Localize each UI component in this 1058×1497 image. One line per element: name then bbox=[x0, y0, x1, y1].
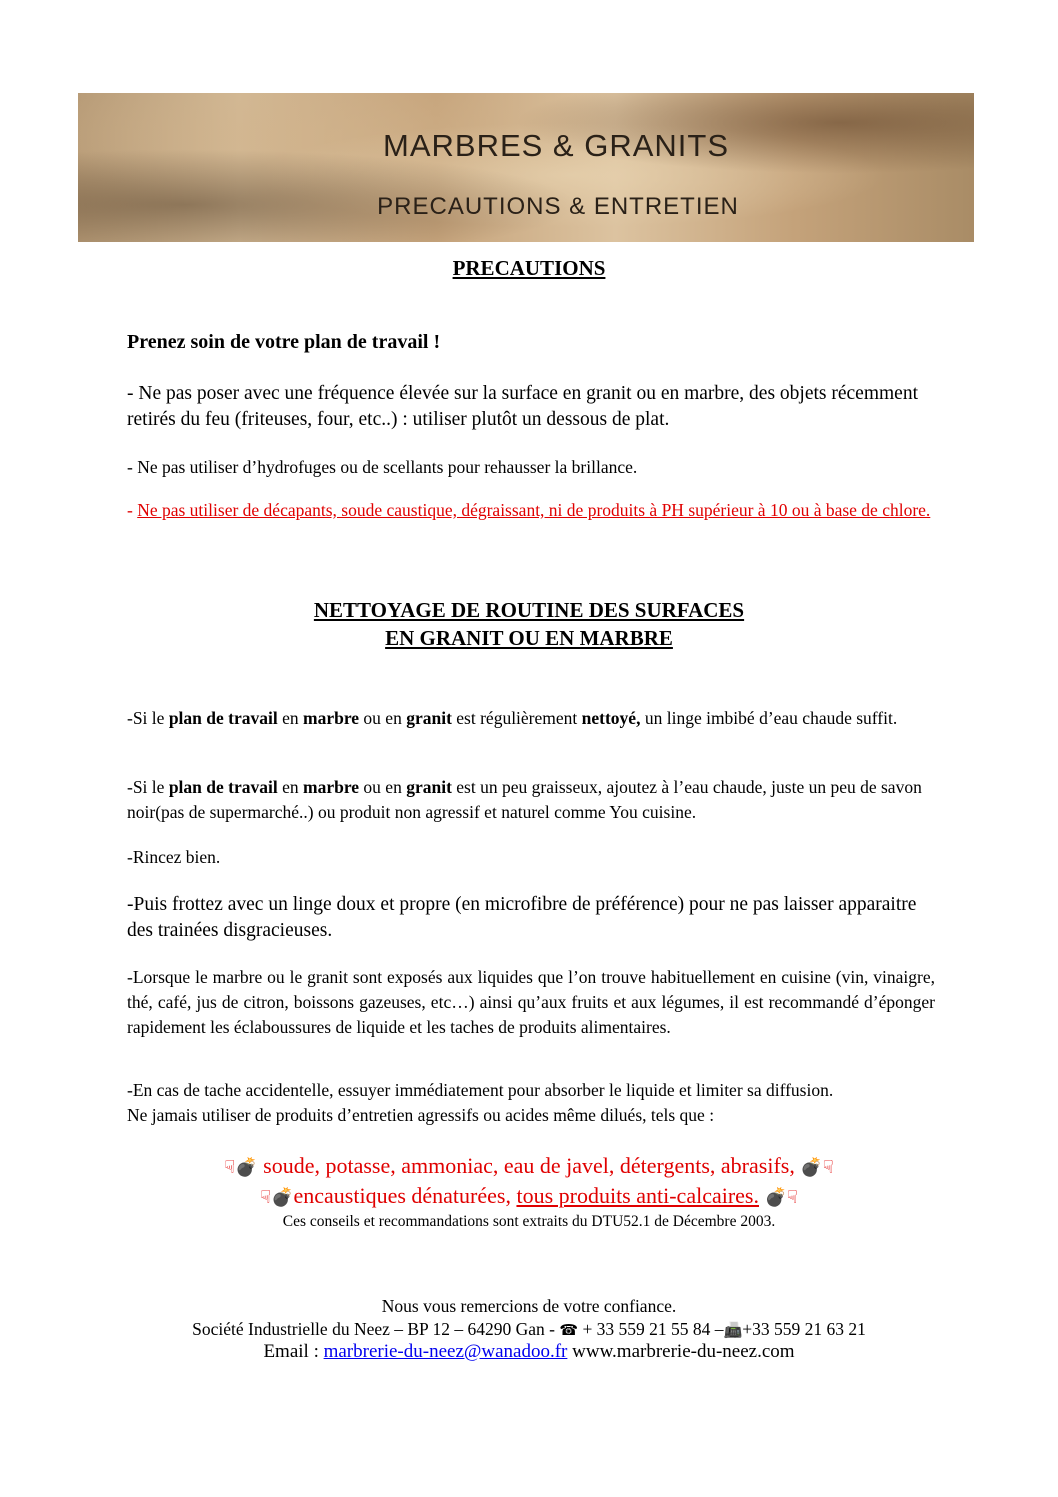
phone-icon: ☎ bbox=[559, 1321, 579, 1339]
banner-subtitle: PRECAUTIONS & ENTRETIEN bbox=[377, 193, 739, 220]
precautions-subheading: Prenez soin de votre plan de travail ! bbox=[127, 331, 441, 353]
warning-line-1 bbox=[0, 1150, 1058, 1183]
footer-thanks: Nous vous remercions de votre confiance. bbox=[381, 1296, 677, 1316]
bomb-hand-icon: 💣☟ bbox=[764, 1187, 798, 1208]
hand-bomb-icon: ☟💣 bbox=[260, 1187, 294, 1208]
cleaning-paragraph-1: -Si le plan de travail en marbre ou en granit est régulièrement nettoyé, un linge imbibé d’eau chaude suffit. bbox=[127, 708, 898, 728]
email-label: Email : bbox=[263, 1341, 324, 1362]
footer-phone: + 33 559 21 55 84 – bbox=[578, 1319, 724, 1339]
bomb-hand-icon: 💣☟ bbox=[800, 1157, 834, 1178]
warning-products-2: encaustiques dénaturées, bbox=[293, 1183, 517, 1208]
precaution-item-2: - Ne pas utiliser d’hydrofuges ou de scellants pour rehausser la brillance. bbox=[127, 457, 638, 477]
cleaning-heading bbox=[0, 596, 1058, 652]
banner-title: MARBRES & GRANITS bbox=[383, 128, 729, 163]
cleaning-heading-line-1: NETTOYAGE DE ROUTINE DES SURFACES bbox=[313, 598, 745, 622]
email-link[interactable]: marbrerie-du-neez@wanadoo.fr bbox=[323, 1341, 568, 1362]
hand-bomb-icon: ☟💣 bbox=[224, 1157, 258, 1178]
cleaning-paragraph-6-line-2: Ne jamais utiliser de produits d’entretien agressifs ou acides même dilués, tels que : bbox=[127, 1105, 715, 1125]
precaution-item-3-prefix: - bbox=[127, 500, 138, 520]
precaution-item-3 bbox=[127, 498, 935, 523]
footer-fax: +33 559 21 63 21 bbox=[742, 1319, 866, 1339]
fax-icon: 📠 bbox=[723, 1321, 743, 1339]
footer-company: Société Industrielle du Neez – BP 12 – 64290 Gan - bbox=[192, 1319, 560, 1339]
warning-anti-calcaire: tous produits anti-calcaires. bbox=[516, 1183, 759, 1208]
cleaning-paragraph-2: -Si le plan de travail en marbre ou en granit est un peu graisseux, ajoutez à l’eau chaude, juste un peu de savon noir(pas de supermarché..) ou produit non agressif et naturel comme You cuisine. bbox=[127, 777, 922, 822]
warning-line-2 bbox=[0, 1180, 1058, 1213]
cleaning-paragraph-3: -Rincez bien. bbox=[127, 847, 221, 867]
cleaning-heading-line-2: EN GRANIT OU EN MARBRE bbox=[385, 626, 673, 650]
header-banner bbox=[78, 93, 974, 242]
cleaning-paragraph-6-line-1: -En cas de tache accidentelle, essuyer immédiatement pour absorber le liquide et limiter sa diffusion. bbox=[127, 1080, 834, 1100]
footer-web bbox=[0, 1341, 1058, 1363]
footer-contact bbox=[0, 1318, 1058, 1341]
warning-products-1: soude, potasse, ammoniac, eau de javel, détergents, abrasifs, bbox=[257, 1153, 801, 1178]
cleaning-paragraph-5: -Lorsque le marbre ou le granit sont exposés aux liquides que l’on trouve habituellement en cuisine (vin, vinaigre, thé, café, jus de citron, boissons gazeuses, etc…) ainsi qu’aux fruits et aux légumes, il est recommandé d’éponger rapidement les éclaboussures de liquide et les taches de produits alimentaires. bbox=[127, 967, 935, 1037]
precautions-heading: PRECAUTIONS bbox=[452, 256, 606, 280]
precaution-item-3-warning: Ne pas utiliser de décapants, soude caustique, dégraissant, ni de produits à PH supérieur à 10 ou à base de chlore. bbox=[137, 500, 931, 520]
website-text: www.marbrerie-du-neez.com bbox=[567, 1341, 795, 1362]
cleaning-paragraph-4: -Puis frottez avec un linge doux et propre (en microfibre de préférence) pour ne pas laisser apparaitre des trainées disgracieuses. bbox=[127, 894, 917, 941]
cleaning-paragraph-6 bbox=[127, 1078, 935, 1128]
dtu-note: Ces conseils et recommandations sont extraits du DTU52.1 de Décembre 2003. bbox=[282, 1213, 776, 1230]
precaution-item-1: - Ne pas poser avec une fréquence élevée sur la surface en granit ou en marbre, des objets récemment retirés du feu (friteuses, four, etc..) : utiliser plutôt un dessous de plat. bbox=[127, 383, 918, 430]
